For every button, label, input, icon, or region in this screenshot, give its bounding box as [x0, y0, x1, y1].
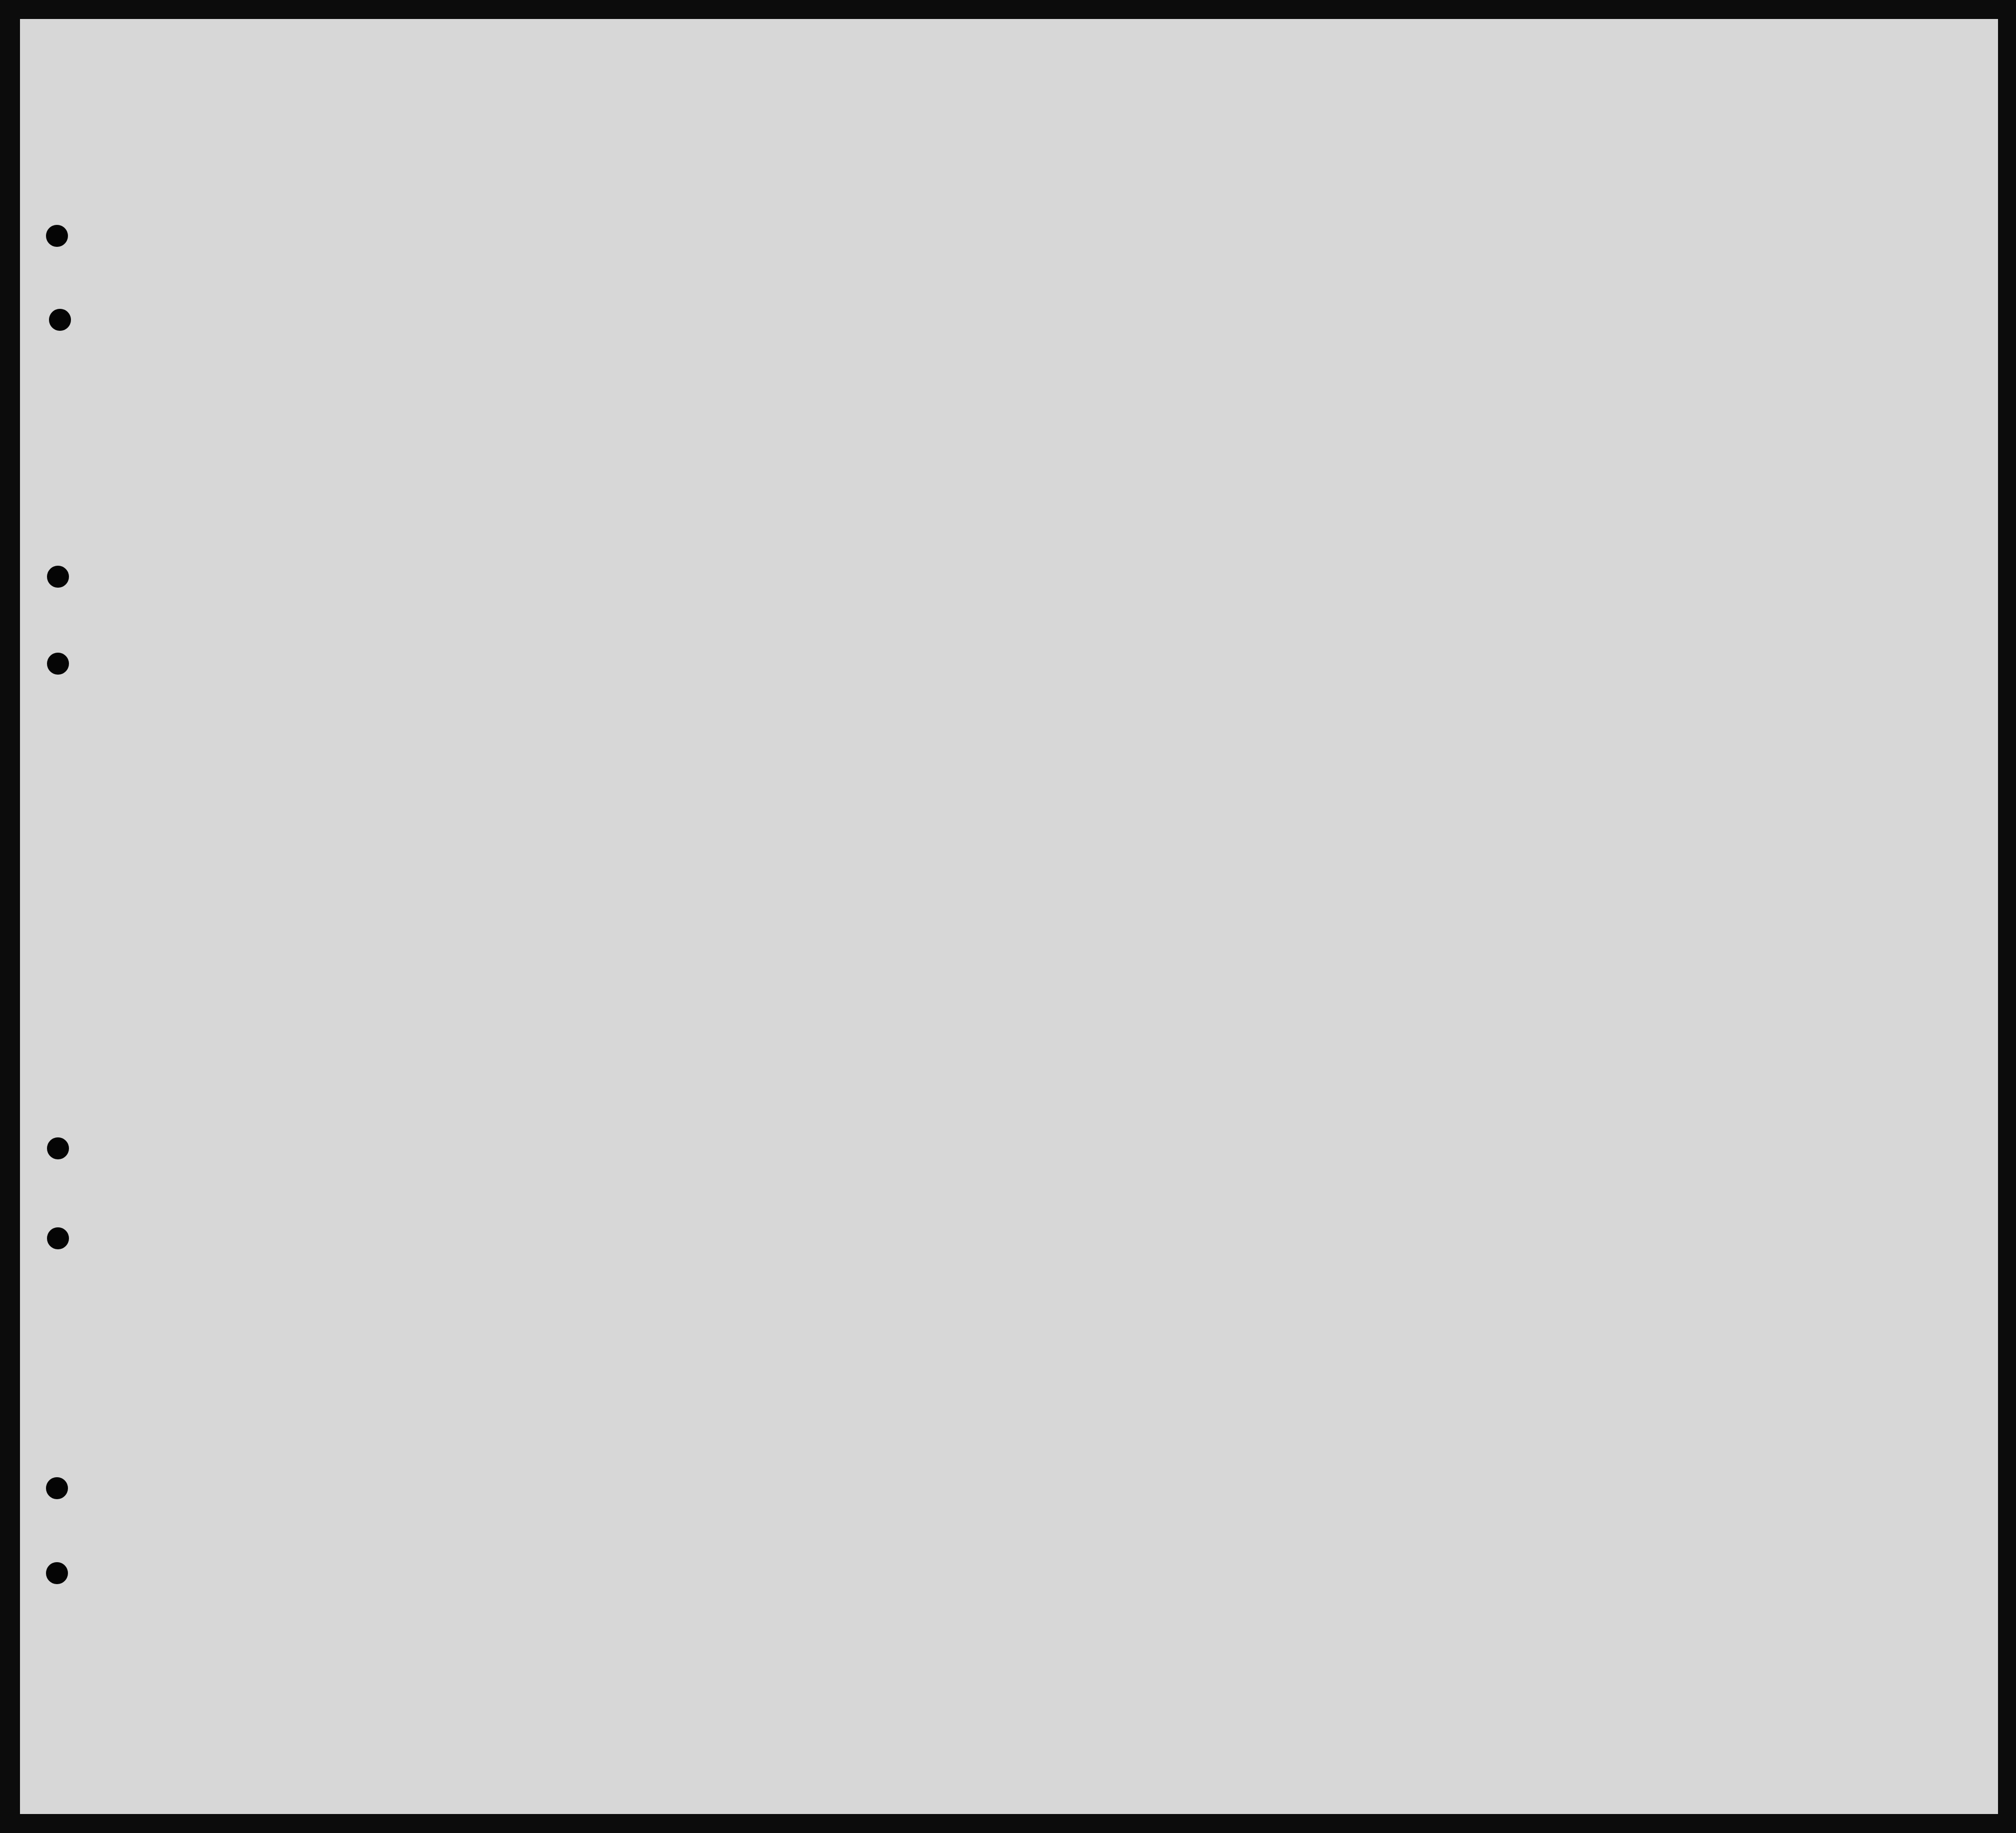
- punch-hole: [47, 653, 69, 675]
- punch-hole: [46, 225, 68, 247]
- punch-hole: [47, 1137, 69, 1159]
- punch-hole: [47, 1227, 69, 1249]
- table-grid: [20, 19, 1998, 1814]
- punch-hole: [46, 1477, 68, 1499]
- manifest-sheet: [20, 19, 1998, 1814]
- punch-hole: [47, 566, 69, 588]
- punch-hole: [49, 309, 71, 331]
- punch-hole: [46, 1562, 68, 1584]
